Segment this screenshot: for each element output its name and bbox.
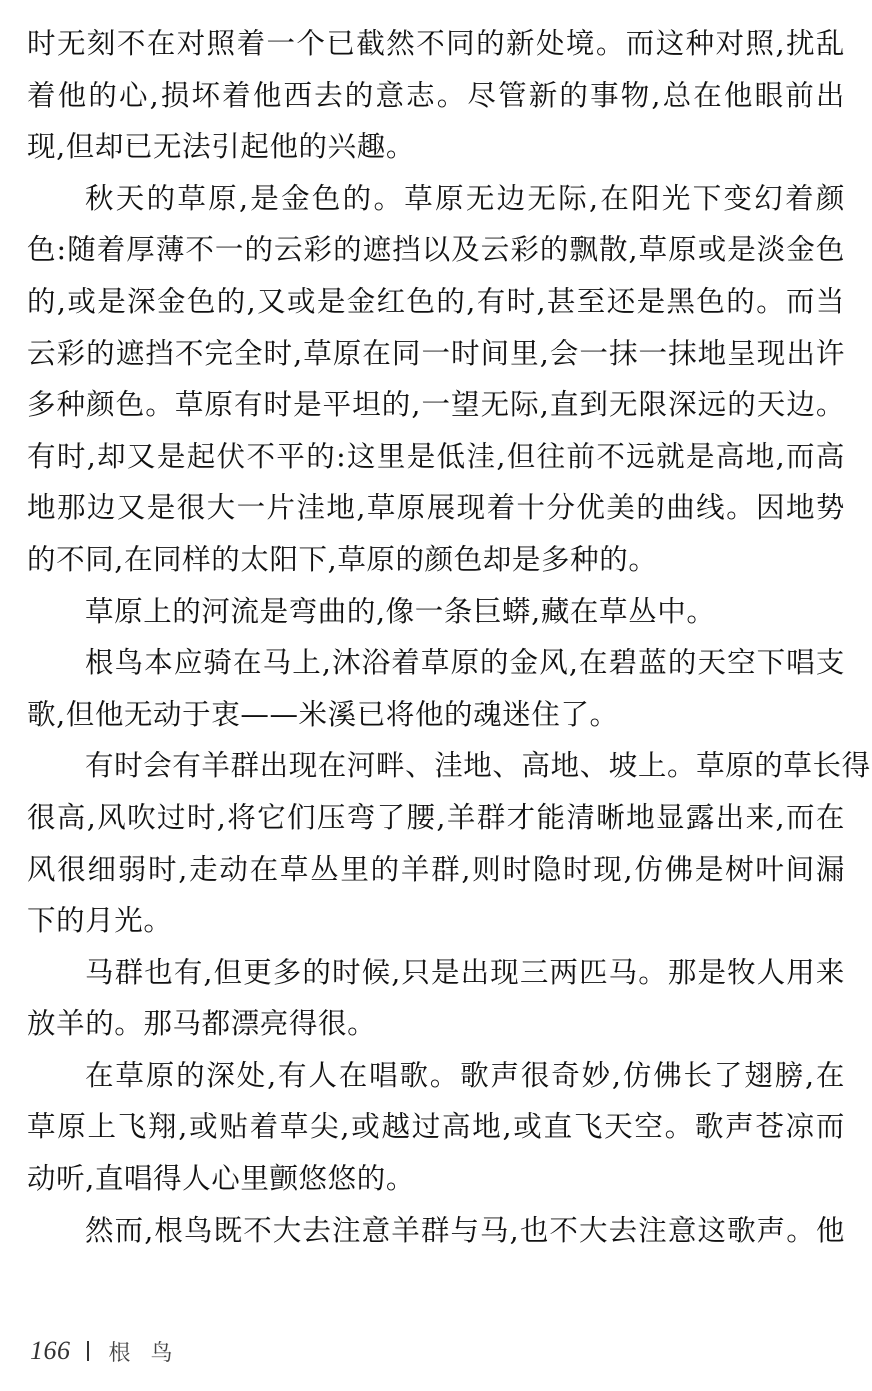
text-line: 草原上的河流是弯曲的,像一条巨蟒,藏在草丛中。 bbox=[85, 594, 716, 628]
page-footer bbox=[30, 1333, 193, 1369]
text-line: 现,但却已无法引起他的兴趣。 bbox=[27, 130, 415, 164]
footer-divider bbox=[87, 1341, 89, 1361]
text-line: 有时会有羊群出现在河畔、洼地、高地、坡上。草原的草长得 bbox=[85, 749, 871, 783]
text-line: 云彩的遮挡不完全时,草原在同一时间里,会一抹一抹地呈现出许 bbox=[27, 336, 845, 370]
text-line: 秋天的草原,是金色的。草原无边无际,在阳光下变幻着颜 bbox=[85, 181, 845, 215]
text-line: 歌,但他无动于衷——米溪已将他的魂迷住了。 bbox=[27, 697, 619, 731]
text-line: 然而,根鸟既不大去注意羊群与马,也不大去注意这歌声。他 bbox=[85, 1213, 845, 1247]
text-line: 多种颜色。草原有时是平坦的,一望无际,直到无限深远的天边。 bbox=[27, 388, 845, 422]
running-title: 根鸟 bbox=[108, 1340, 193, 1366]
text-line: 马群也有,但更多的时候,只是出现三两匹马。那是牧人用来 bbox=[85, 955, 845, 989]
text-line: 的不同,在同样的太阳下,草原的颜色却是多种的。 bbox=[27, 542, 658, 576]
text-line: 在草原的深处,有人在唱歌。歌声很奇妙,仿佛长了翅膀,在 bbox=[85, 1058, 845, 1092]
text-line: 的,或是深金色的,又或是金红色的,有时,甚至还是黑色的。而当 bbox=[27, 284, 845, 318]
text-line: 草原上飞翔,或贴着草尖,或越过高地,或直飞天空。歌声苍凉而 bbox=[27, 1110, 845, 1144]
text-line: 地那边又是很大一片洼地,草原展现着十分优美的曲线。因地势 bbox=[27, 491, 845, 525]
page-number: 166 bbox=[30, 1336, 71, 1365]
text-line: 下的月光。 bbox=[27, 904, 173, 938]
text-line: 动听,直唱得人心里颤悠悠的。 bbox=[27, 1162, 415, 1196]
text-line: 色:随着厚薄不一的云彩的遮挡以及云彩的飘散,草原或是淡金色 bbox=[27, 233, 845, 267]
text-line: 着他的心,损坏着他西去的意志。尽管新的事物,总在他眼前出 bbox=[27, 78, 845, 112]
text-line: 很高,风吹过时,将它们压弯了腰,羊群才能清晰地显露出来,而在 bbox=[27, 800, 845, 834]
page-body bbox=[27, 18, 871, 1256]
text-line: 有时,却又是起伏不平的:这里是低洼,但往前不远就是高地,而高 bbox=[27, 439, 845, 473]
text-line: 时无刻不在对照着一个已截然不同的新处境。而这种对照,扰乱 bbox=[27, 27, 845, 60]
text-line: 风很细弱时,走动在草丛里的羊群,则时隐时现,仿佛是树叶间漏 bbox=[27, 852, 845, 886]
text-line: 放羊的。那马都漂亮得很。 bbox=[27, 1007, 377, 1041]
text-line: 根鸟本应骑在马上,沐浴着草原的金风,在碧蓝的天空下唱支 bbox=[85, 646, 845, 680]
